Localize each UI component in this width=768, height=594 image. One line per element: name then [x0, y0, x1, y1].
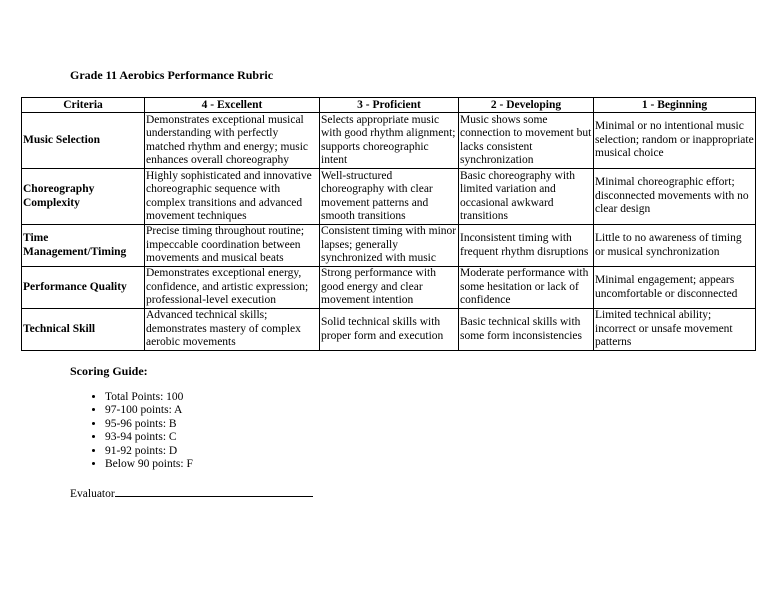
document-title: Grade 11 Aerobics Performance Rubric — [70, 68, 274, 82]
scoring-item: • Below 90 points: F — [105, 458, 405, 471]
criterion-label: Choreography Complexity — [22, 169, 145, 225]
rubric-row-time-management — [22, 225, 756, 267]
evaluator-signature-line[interactable] — [115, 485, 313, 497]
cell-beginning: Minimal choreographic effort; disconnected movements with no clear design — [594, 169, 756, 225]
cell-proficient: Solid technical skills with proper form and execution — [320, 309, 459, 351]
header-excellent: 4 - Excellent — [145, 98, 320, 113]
scoring-item: • Total Points: 100 — [105, 391, 405, 404]
scoring-item: • 91-92 points: D — [105, 445, 405, 458]
cell-beginning: Limited technical ability; incorrect or unsafe movement patterns — [594, 309, 756, 351]
cell-proficient: Well-structured choreography with clear movement patterns and smooth transitions — [320, 169, 459, 225]
cell-excellent: Demonstrates exceptional energy, confidence, and artistic expression; professional-level execution — [145, 267, 320, 309]
evaluator-label: Evaluator — [70, 488, 115, 500]
criterion-label: Time Management/Timing — [22, 225, 145, 267]
criterion-label: Performance Quality — [22, 267, 145, 309]
rubric-row-technical-skill — [22, 309, 756, 351]
cell-proficient: Strong performance with good energy and clear movement intention — [320, 267, 459, 309]
cell-developing: Basic technical skills with some form inconsistencies — [459, 309, 594, 351]
cell-excellent: Advanced technical skills; demonstrates mastery of complex aerobic movements — [145, 309, 320, 351]
cell-excellent: Precise timing throughout routine; impeccable coordination between movements and musical beats — [145, 225, 320, 267]
rubric-table — [21, 97, 756, 351]
header-developing: 2 - Developing — [459, 98, 594, 113]
cell-developing: Basic choreography with limited variation and occasional awkward transitions — [459, 169, 594, 225]
criterion-label: Technical Skill — [22, 309, 145, 351]
scoring-item: • 97-100 points: A — [105, 404, 405, 417]
cell-developing: Inconsistent timing with frequent rhythm disruptions — [459, 225, 594, 267]
cell-proficient: Selects appropriate music with good rhythm alignment; supports choreographic intent — [320, 113, 459, 169]
rubric-header-row — [22, 98, 756, 113]
cell-excellent: Highly sophisticated and innovative choreographic sequence with complex transitions and advanced movement techniques — [145, 169, 320, 225]
criterion-label: Music Selection — [22, 113, 145, 169]
rubric-row-music-selection — [22, 113, 756, 169]
cell-proficient: Consistent timing with minor lapses; generally synchronized with music — [320, 225, 459, 267]
scoring-guide-heading: Scoring Guide: — [70, 364, 148, 378]
cell-developing: Moderate performance with some hesitation or lack of confidence — [459, 267, 594, 309]
header-beginning: 1 - Beginning — [594, 98, 756, 113]
scoring-guide-list — [70, 391, 405, 471]
scoring-item: • 95-96 points: B — [105, 418, 405, 431]
cell-excellent: Demonstrates exceptional musical understanding with perfectly matched rhythm and energy; music enhances overall choreography — [145, 113, 320, 169]
cell-developing: Music shows some connection to movement but lacks consistent synchronization — [459, 113, 594, 169]
cell-beginning: Minimal engagement; appears uncomfortable or disconnected — [594, 267, 756, 309]
cell-beginning: Little to no awareness of timing or musical synchronization — [594, 225, 756, 267]
evaluator-signature — [70, 485, 313, 501]
rubric-row-performance-quality — [22, 267, 756, 309]
rubric-row-choreography-complexity — [22, 169, 756, 225]
scoring-item: • 93-94 points: C — [105, 431, 405, 444]
header-proficient: 3 - Proficient — [320, 98, 459, 113]
cell-beginning: Minimal or no intentional music selection; random or inappropriate musical choice — [594, 113, 756, 169]
header-criteria: Criteria — [22, 98, 145, 113]
